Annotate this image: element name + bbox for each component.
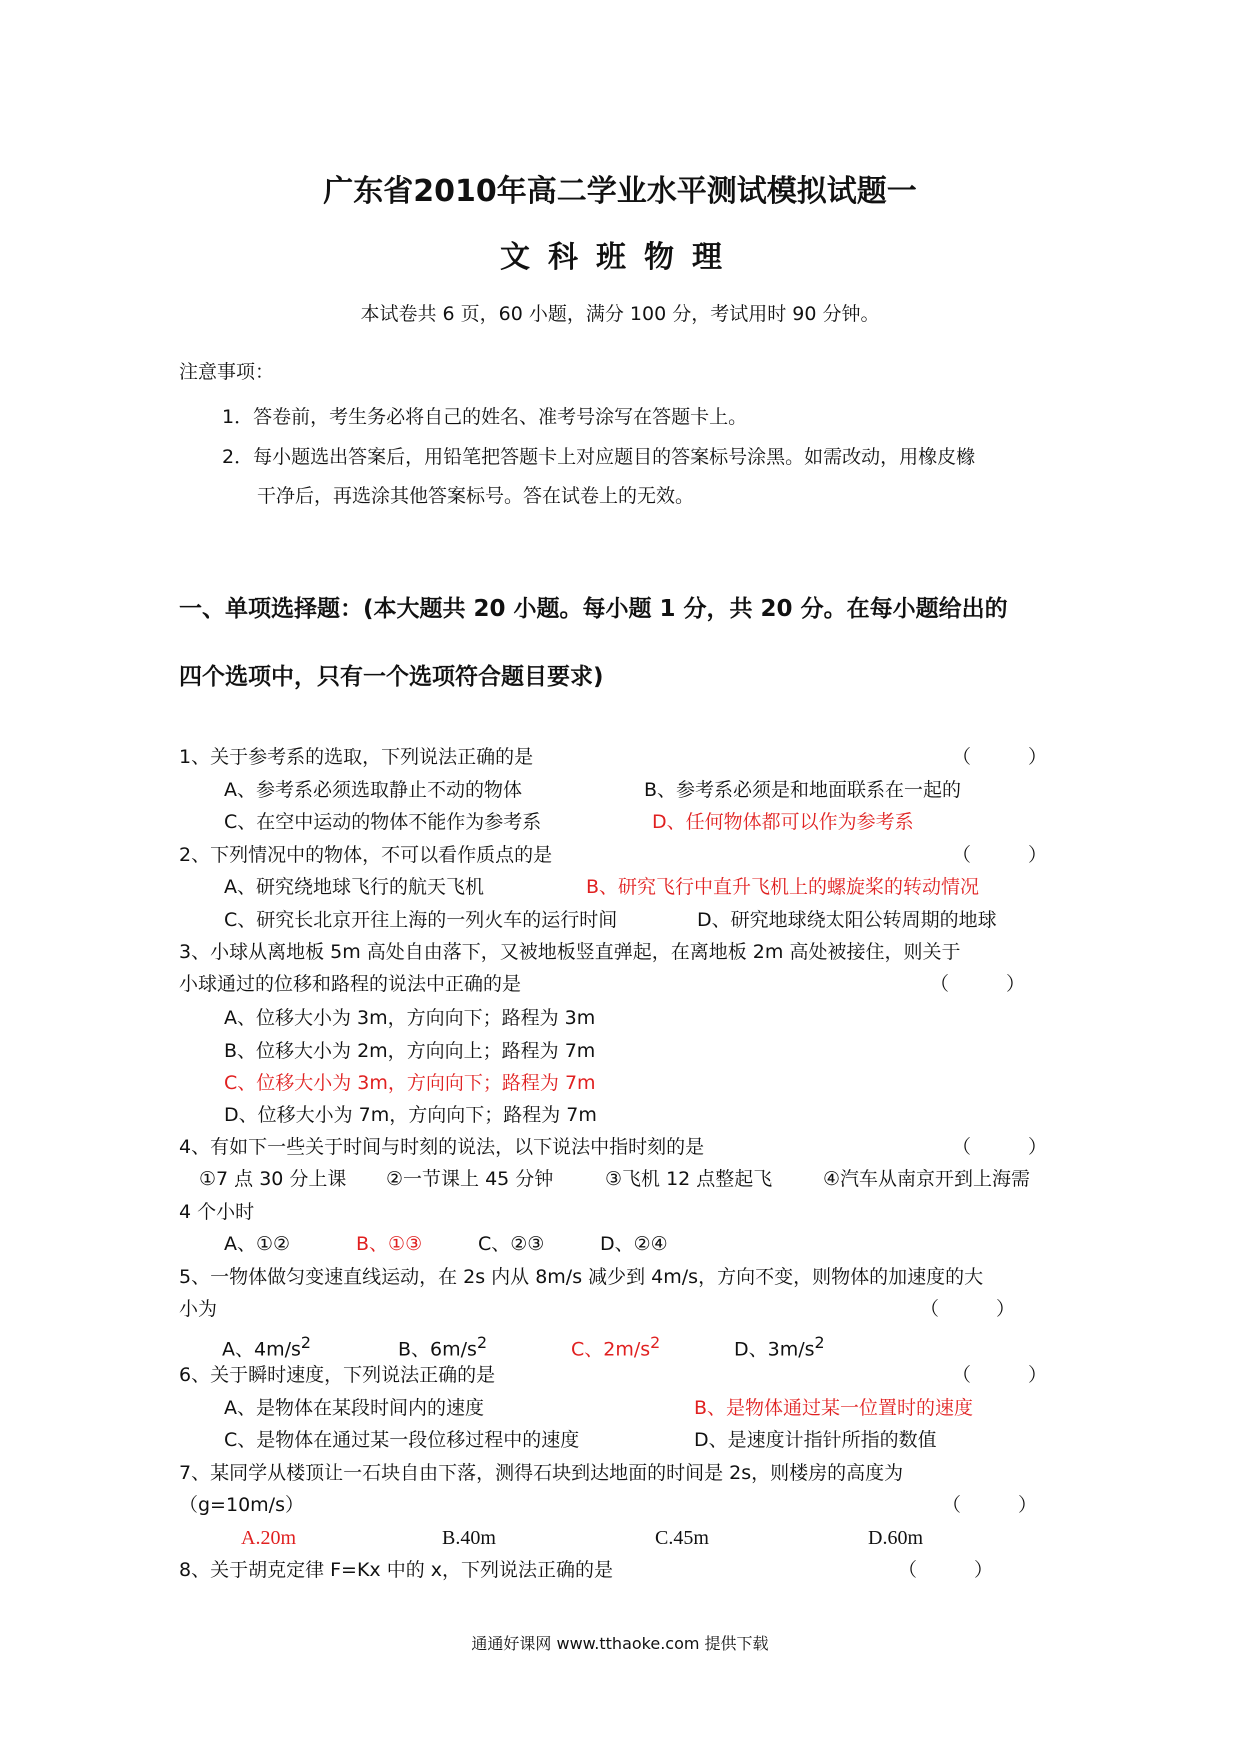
- section-heading: 四个选项中，只有一个选项符合题目要求): [179, 664, 604, 690]
- option-d: D.60m: [868, 1527, 923, 1549]
- answer-parentheses: （ ）: [952, 1364, 1048, 1386]
- page-footer: 通通好课网 www.tthaoke.com 提供下载: [471, 1634, 769, 1653]
- exponent: 2: [650, 1333, 661, 1352]
- statement: 4 个小时: [179, 1201, 255, 1223]
- option-c: C、研究长北京开往上海的一列火车的运行时间: [224, 909, 618, 931]
- question-stem: 小球通过的位移和路程的说法中正确的是: [179, 973, 522, 995]
- exponent: 2: [300, 1333, 311, 1352]
- option-d: D、研究地球绕太阳公转周期的地球: [697, 909, 997, 931]
- exam-info: 本试卷共 6 页，60 小题，满分 100 分，考试用时 90 分钟。: [360, 303, 880, 325]
- answer-parentheses: （ ）: [942, 1494, 1038, 1516]
- question-stem: （g=10m/s）: [179, 1494, 304, 1516]
- answer-parentheses: （ ）: [898, 1559, 994, 1581]
- question-stem: 6、关于瞬时速度，下列说法正确的是: [179, 1364, 496, 1386]
- exponent: 2: [814, 1333, 825, 1352]
- page-subtitle: 文科班物理: [500, 240, 740, 275]
- option-a: A、研究绕地球飞行的航天飞机: [224, 876, 484, 898]
- statement: ①7 点 30 分上课: [199, 1168, 347, 1190]
- option-d: [734, 1331, 825, 1361]
- page-title: 广东省2010年高二学业水平测试模拟试题一: [323, 174, 917, 209]
- option-c-answer: C、位移大小为 3m，方向向下；路程为 7m: [224, 1072, 596, 1094]
- option-c: C、在空中运动的物体不能作为参考系: [224, 811, 542, 833]
- option-d-answer: D、任何物体都可以作为参考系: [652, 811, 914, 833]
- option-text: B、6m/s: [398, 1338, 477, 1361]
- option-text: C、2m/s: [571, 1338, 651, 1361]
- question-stem: 1、关于参考系的选取，下列说法正确的是: [179, 746, 534, 768]
- question-stem: 2、下列情况中的物体，不可以看作质点的是: [179, 844, 553, 866]
- question-stem: 4、有如下一些关于时间与时刻的说法，以下说法中指时刻的是: [179, 1136, 705, 1158]
- statement: ④汽车从南京开到上海需: [823, 1168, 1031, 1190]
- option-text: A、4m/s: [222, 1338, 301, 1361]
- option-d: D、是速度计指针所指的数值: [694, 1429, 937, 1451]
- option-b-answer: B、研究飞行中直升飞机上的螺旋桨的转动情况: [586, 876, 980, 898]
- option-a: A、①②: [224, 1233, 291, 1255]
- answer-parentheses: （ ）: [952, 844, 1048, 866]
- option-d: D、②④: [600, 1233, 668, 1255]
- option-c: C、②③: [478, 1233, 545, 1255]
- option-a: A、参考系必须选取静止不动的物体: [224, 779, 522, 801]
- option-a: A、位移大小为 3m，方向向下；路程为 3m: [224, 1007, 596, 1029]
- option-b-answer: B、是物体通过某一位置时的速度: [694, 1397, 974, 1419]
- option-c-answer: [571, 1331, 660, 1361]
- question-stem: 7、某同学从楼顶让一石块自由下落，测得石块到达地面的时间是 2s，则楼房的高度为: [179, 1462, 904, 1484]
- question-stem: 5、一物体做匀变速直线运动，在 2s 内从 8m/s 减少到 4m/s，方向不变，则物体的加速度的大: [179, 1266, 984, 1288]
- statement: ③飞机 12 点整起飞: [605, 1168, 773, 1190]
- answer-parentheses: （ ）: [952, 746, 1048, 768]
- option-b: B.40m: [442, 1527, 496, 1549]
- option-b: B、位移大小为 2m，方向向上；路程为 7m: [224, 1040, 596, 1062]
- question-stem: 8、关于胡克定律 F=Kx 中的 x，下列说法正确的是: [179, 1559, 614, 1581]
- option-a: [222, 1331, 311, 1361]
- notice-item: 1．答卷前，考生务必将自己的姓名、准考号涂写在答题卡上。: [222, 406, 748, 428]
- option-b-answer: B、①③: [356, 1233, 423, 1255]
- option-c: C、是物体在通过某一段位移过程中的速度: [224, 1429, 580, 1451]
- answer-parentheses: （ ）: [920, 1298, 1016, 1320]
- answer-parentheses: （ ）: [952, 1136, 1048, 1158]
- option-a: A、是物体在某段时间内的速度: [224, 1397, 484, 1419]
- option-a-answer: A.20m: [241, 1527, 296, 1549]
- answer-parentheses: （ ）: [930, 973, 1026, 995]
- question-stem: 3、小球从离地板 5m 高处自由落下，又被地板竖直弹起，在离地板 2m 高处被接住，则关于: [179, 941, 961, 963]
- notice-item: 干净后，再选涂其他答案标号。答在试卷上的无效。: [257, 485, 695, 507]
- option-d: D、位移大小为 7m，方向向下；路程为 7m: [224, 1104, 597, 1126]
- notice-item: 2．每小题选出答案后，用铅笔把答题卡上对应题目的答案标号涂黑。如需改动，用橡皮橼: [222, 446, 976, 468]
- statement: ②一节课上 45 分钟: [386, 1168, 554, 1190]
- exponent: 2: [476, 1333, 488, 1352]
- section-heading: 一、单项选择题：(本大题共 20 小题。每小题 1 分，共 20 分。在每小题给出的: [179, 596, 1008, 622]
- question-stem: 小为: [179, 1298, 218, 1320]
- option-text: D、3m/s: [734, 1338, 815, 1361]
- option-c: C.45m: [655, 1527, 709, 1549]
- notice-label: 注意事项：: [179, 361, 275, 383]
- option-b: B、参考系必须是和地面联系在一起的: [644, 779, 962, 801]
- option-b: [398, 1331, 487, 1361]
